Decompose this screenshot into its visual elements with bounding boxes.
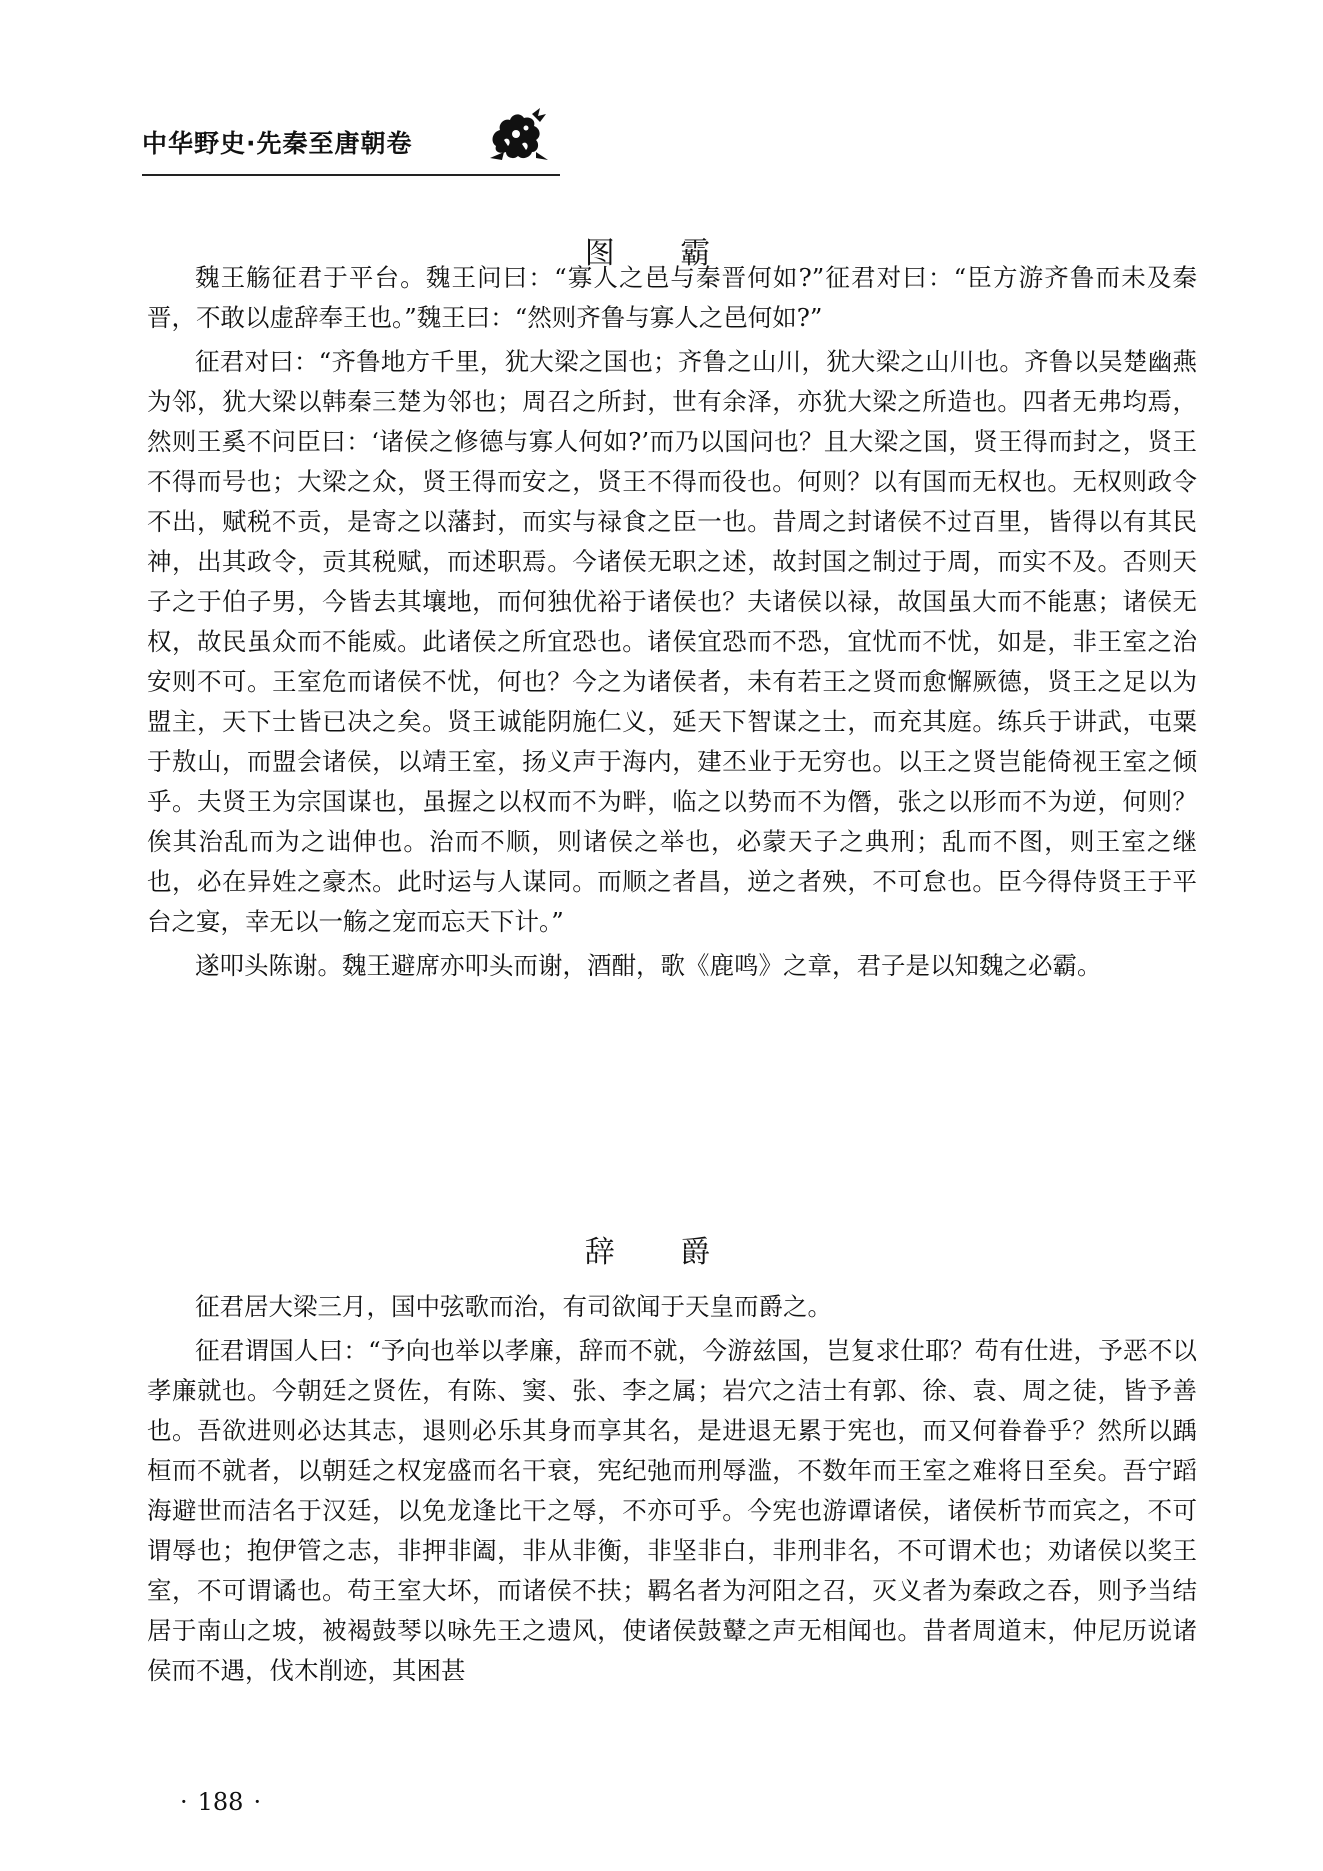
section-body-tuba — [147, 258, 1197, 990]
page-number-dot-right: · — [253, 1788, 262, 1816]
series-title: 中华野史·先秦至唐朝卷 — [142, 129, 413, 158]
dragon-logo-icon — [486, 106, 552, 164]
section-title-tuba: 图 霸 — [584, 236, 739, 271]
paragraph: 征君居大梁三月，国中弦歌而治，有司欲闻于天皇而爵之。 — [195, 1292, 832, 1321]
paragraph: 魏王觞征君于平台。魏王问曰：“寡人之邑与秦晋何如?”征君对曰：“臣方游齐鲁而未及秦晋，不敢以虚辞奉王也。”魏王曰：“然则齐鲁与寡人之邑何如?” — [147, 263, 1197, 332]
running-header — [142, 96, 560, 176]
paragraph: 征君谓国人曰：“予向也举以孝廉，辞而不就，今游兹国，岂复求仕耶？苟有仕进，予恶不以孝廉就也。今朝廷之贤佐，有陈、窦、张、李之属；岩穴之洁士有郭、徐、袁、周之徒，皆予善也。吾欲进则必达其志，退则必乐其身而享其名，是进退无累于宪也，而又何眷眷乎？然所以踽桓而不就者，以朝廷之权宠盛而名干衰，宪纪弛而刑辱滥，不数年而王室之难将日至矣。吾宁蹈海避世而洁名于汉廷，以免龙逢比干之辱，不亦可乎。今宪也游谭诸侯，诸侯析节而宾之，不可谓辱也；抱伊管之志，非押非阖，非从非衡，非坚非白，非刑非名，不可谓术也；劝诸侯以奖王室，不可谓谲也。苟王室大坏，而诸侯不扶；羁名者为河阳之召，灭义者为秦政之吞，则予当结居于南山之坡，被褐鼓琴以咏先王之遗风，使诸侯鼓鼙之声无相闻也。昔者周道末，仲尼历说诸侯而不遇，伐木削迹，其困甚 — [147, 1336, 1197, 1685]
section-body-cijue — [147, 1287, 1197, 1695]
page-number-value: 188 — [197, 1788, 244, 1816]
section-title-cijue: 辞 爵 — [584, 1235, 739, 1270]
header-rule — [142, 174, 560, 176]
paragraph: 遂叩头陈谢。魏王避席亦叩头而谢，酒酣，歌《鹿鸣》之章，君子是以知魏之必霸。 — [195, 951, 1102, 980]
page-number — [180, 1788, 261, 1816]
paragraph: 征君对曰：“齐鲁地方千里，犹大梁之国也；齐鲁之山川，犹大梁之山川也。齐鲁以吴楚幽燕为邻，犹大梁以韩秦三楚为邻也；周召之所封，世有余泽，亦犹大梁之所造也。四者无弗均焉，然则王奚不问臣曰：‘诸侯之修德与寡人何如?’而乃以国问也？且大梁之国，贤王得而封之，贤王不得而号也；大梁之众，贤王得而安之，贤王不得而役也。何则？以有国而无权也。无权则政令不出，赋税不贡，是寄之以藩封，而实与禄食之臣一也。昔周之封诸侯不过百里，皆得以有其民神，出其政令，贡其税赋，而述职焉。今诸侯无职之述，故封国之制过于周，而实不及。否则天子之于伯子男，今皆去其壤地，而何独优裕于诸侯也？夫诸侯以禄，故国虽大而不能惠；诸侯无权，故民虽众而不能威。此诸侯之所宜恐也。诸侯宜恐而不恐，宜忧而不忧，如是，非王室之治安则不可。王室危而诸侯不忧，何也？今之为诸侯者，未有若王之贤而愈懈厥德，贤王之足以为盟主，天下士皆已决之矣。贤王诚能阴施仁义，延天下智谋之士，而充其庭。练兵于讲武，屯粟于敖山，而盟会诸侯，以靖王室，扬义声于海内，建丕业于无穷也。以王之贤岂能倚视王室之倾乎。夫贤王为宗国谋也，虽握之以权而不为畔，临之以势而不为僭，张之以形而不为逆，何则？俟其治乱而为之诎伸也。治而不顺，则诸侯之举也，必蒙天子之典刑；乱而不图，则王室之继也，必在异姓之豪杰。此时运与人谋同。而顺之者昌，逆之者殃，不可怠也。臣今得侍贤王于平台之宴，幸无以一觞之宠而忘天下计。” — [147, 347, 1197, 936]
page-number-dot-left: · — [180, 1788, 188, 1816]
